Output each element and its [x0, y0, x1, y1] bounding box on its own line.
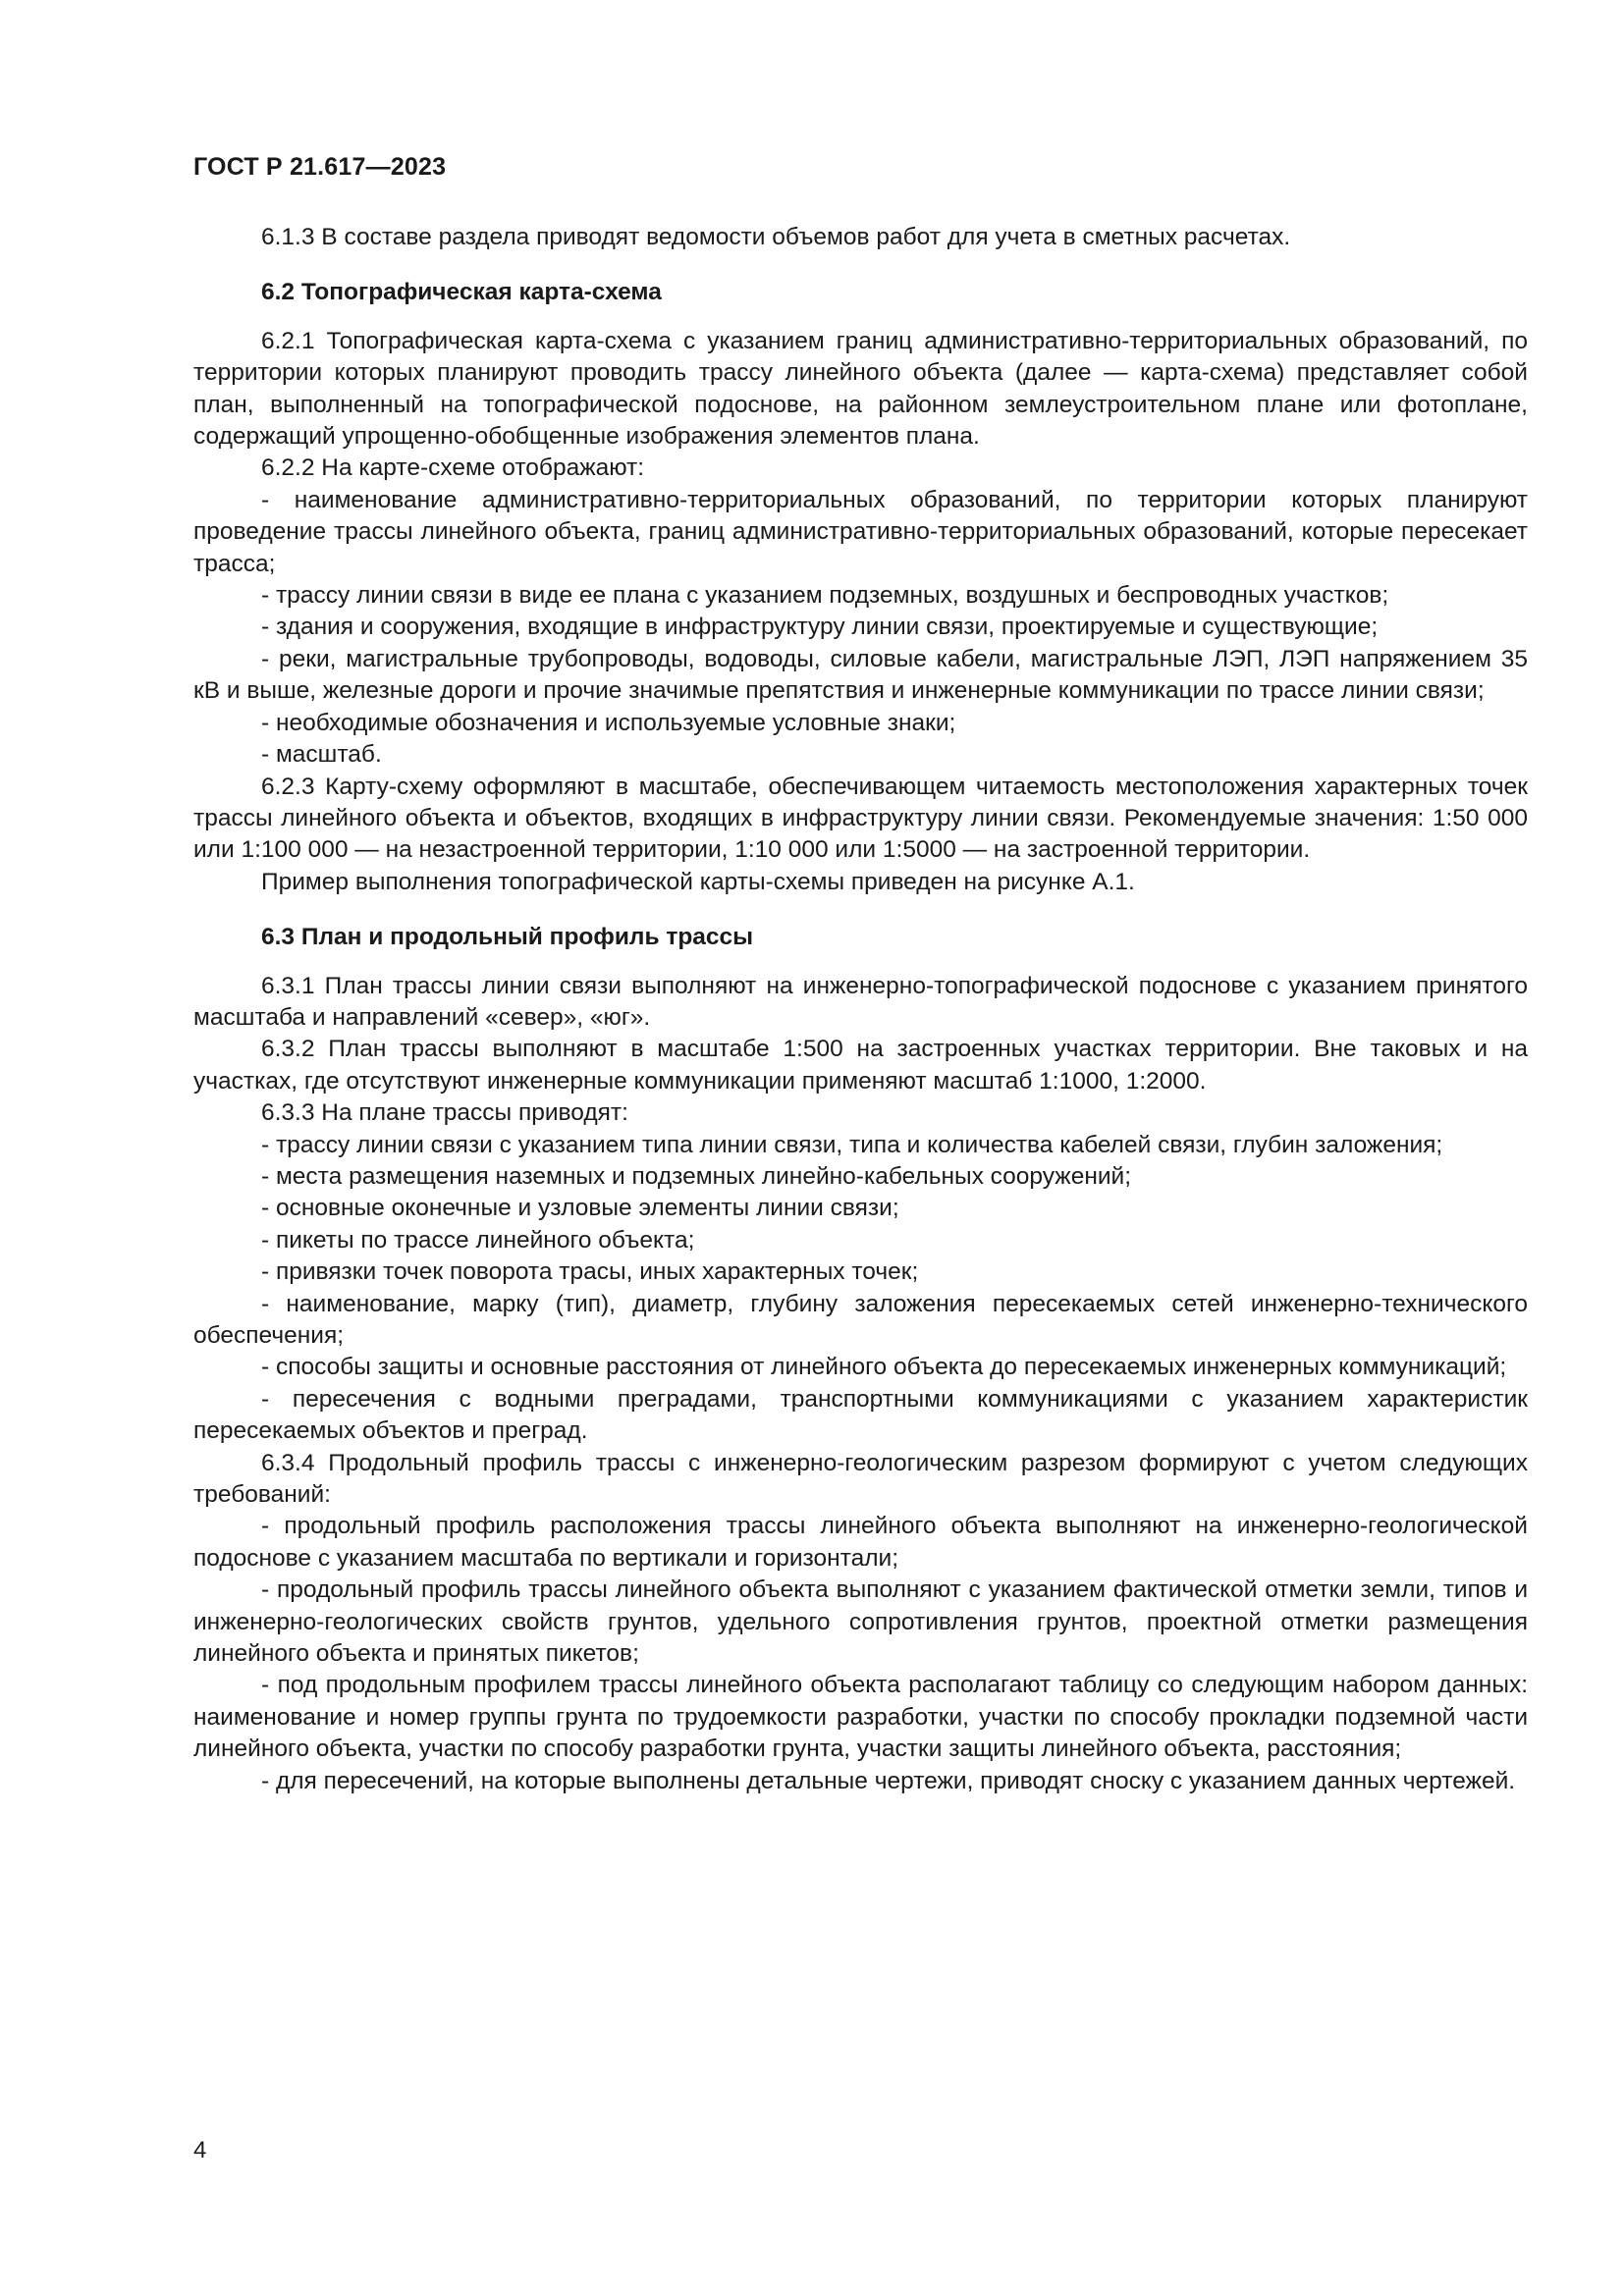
paragraph-6-3-3: 6.3.3 На плане трассы приводят: — [261, 1099, 628, 1127]
paragraph-6-2-2: 6.2.2 На карте-схеме отображают: — [261, 454, 645, 482]
list-item: - трассу линии связи в виде ее плана с указанием подземных, воздушных и беспроводных участков; — [261, 582, 1389, 610]
document-body — [193, 222, 1528, 1797]
list-item: - под продольным профилем трассы линейного объекта располагают таблицу со следующим набором данных: наименование и номер группы грунта по трудоемкости разработки, участки по способу прокладки подземной части линейного объекта, участки по способу разработки грунта, участки защиты линейного объекта, расстояния; — [193, 1672, 1528, 1763]
list-item: - для пересечений, на которые выполнены детальные чертежи, приводят сноску с указанием данных чертежей. — [261, 1767, 1516, 1794]
paragraph-6-3-2: 6.3.2 План трассы выполняют в масштабе 1:500 на застроенных участках территории. Вне таковых и на участках, где отсутствуют инженерные коммуникации применяют масштаб 1:1000, 1:2000. — [193, 1036, 1528, 1095]
paragraph-6-3-1: 6.3.1 План трассы линии связи выполняют на инженерно-топографической подоснове с указанием принятого масштаба и направлений «север», «юг». — [193, 972, 1528, 1031]
list-item: - продольный профиль расположения трассы линейного объекта выполняют на инженерно-геологической подоснове с указанием масштаба по вертикали и горизонтали; — [193, 1513, 1528, 1572]
paragraph-6-2-3-example: Пример выполнения топографической карты-схемы приведен на рисунке А.1. — [261, 868, 1135, 895]
list-item: - наименование административно-территориальных образований, по территории которых планируют проведение трассы линейного объекта, границ административно-территориальных образований, которые пересекает трасса; — [193, 486, 1528, 577]
document-header: ГОСТ Р 21.617—2023 — [193, 153, 447, 181]
page-number: 4 — [193, 2137, 207, 2163]
list-item: - пикеты по трассе линейного объекта; — [261, 1226, 695, 1254]
list-item: - наименование, марку (тип), диаметр, глубину заложения пересекаемых сетей инженерно-технического обеспечения; — [193, 1290, 1528, 1349]
paragraph-6-2-1: 6.2.1 Топографическая карта-схема с указанием границ административно-территориальных образований, по территории которых планируют проводить трассу линейного объекта (далее — карта-схема) представляет собой план, выполненный на топографической подоснове, на районном землеустроительном плане или фотоплане, содержащий упрощенно-обобщенные изображения элементов плана. — [193, 327, 1528, 451]
section-heading-6-2: 6.2 Топографическая карта-схема — [261, 279, 662, 306]
list-item: - здания и сооружения, входящие в инфраструктуру линии связи, проектируемые и существующие; — [261, 614, 1379, 641]
list-item: - пересечения с водными преградами, транспортными коммуникациями с указанием характеристик пересекаемых объектов и преград. — [193, 1385, 1528, 1445]
list-item: - масштаб. — [261, 741, 382, 769]
list-item: - места размещения наземных и подземных линейно-кабельных сооружений; — [261, 1162, 1132, 1190]
list-item: - продольный профиль трассы линейного объекта выполняют с указанием фактической отметки земли, типов и инженерно-геологических свойств грунтов, удельного сопротивления грунтов, проектной отметки размещения линейного объекта и принятых пикетов; — [193, 1576, 1528, 1668]
list-item: - основные оконечные и узловые элементы линии связи; — [261, 1195, 899, 1222]
paragraph-6-1-3: 6.1.3 В составе раздела приводят ведомости объемов работ для учета в сметных расчетах. — [261, 224, 1291, 250]
section-heading-6-3: 6.3 План и продольный профиль трассы — [261, 924, 754, 951]
list-item: - трассу линии связи с указанием типа линии связи, типа и количества кабелей связи, глубин заложения; — [261, 1131, 1443, 1158]
paragraph-6-3-4: 6.3.4 Продольный профиль трассы с инженерно-геологическим разрезом формируют с учетом следующих требований: — [193, 1449, 1528, 1509]
list-item: - необходимые обозначения и используемые условные знаки; — [261, 709, 956, 736]
list-item: - реки, магистральные трубопроводы, водоводы, силовые кабели, магистральные ЛЭП, ЛЭП напряжением 35 кВ и выше, железные дороги и прочие значимые препятствия и инженерные коммуникации по трассе линии связи; — [193, 645, 1528, 705]
list-item: - способы защиты и основные расстояния от линейного объекта до пересекаемых инженерных коммуникаций; — [261, 1354, 1507, 1381]
paragraph-6-2-3: 6.2.3 Карту-схему оформляют в масштабе, обеспечивающем читаемость местоположения характерных точек трассы линейного объекта и объектов, входящих в инфраструктуру линии связи. Рекомендуемые значения: 1:50 000 или 1:100 000 — на незастроенной территории, 1:10 000 или 1:5000 — на застроенной территории. — [193, 773, 1528, 864]
list-item: - привязки точек поворота трасы, иных характерных точек; — [261, 1258, 919, 1286]
